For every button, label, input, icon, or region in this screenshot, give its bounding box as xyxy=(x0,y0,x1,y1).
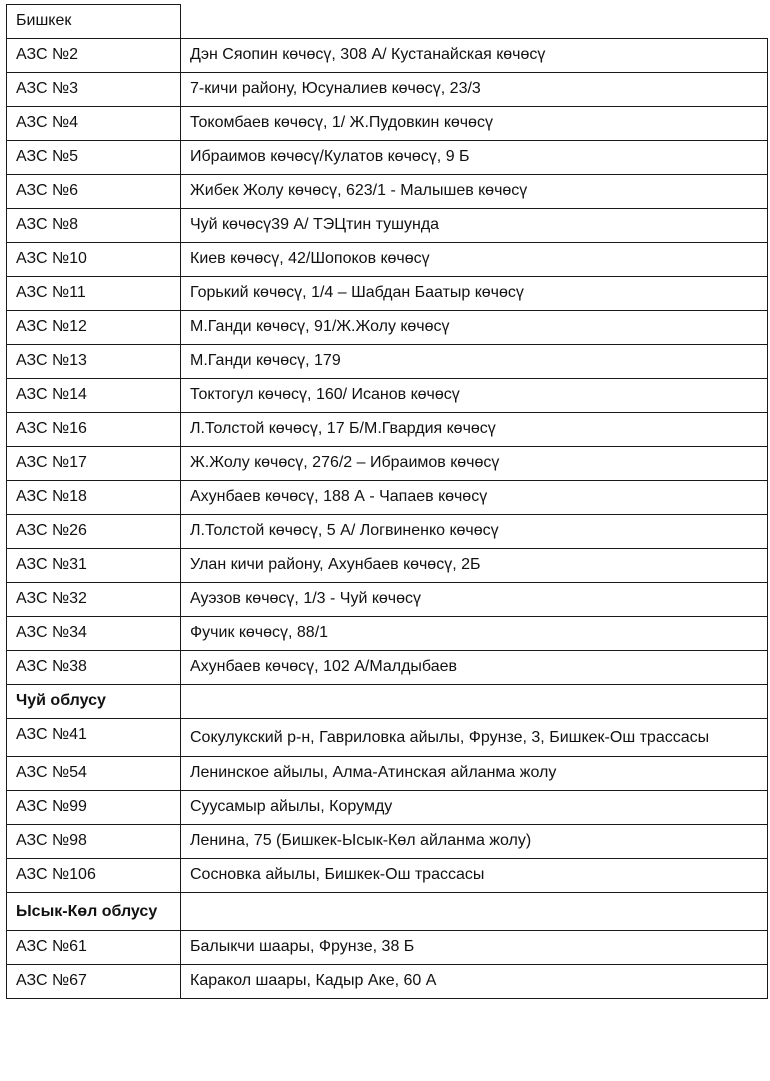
station-address: Ибраимов көчөсү/Кулатов көчөсү, 9 Б xyxy=(181,141,768,175)
station-address: Л.Толстой көчөсү, 5 А/ Логвиненко көчөсү xyxy=(181,515,768,549)
station-name: АЗС №61 xyxy=(7,931,181,965)
table-row xyxy=(7,379,768,413)
region-empty-cell xyxy=(181,893,768,931)
station-address: Ленина, 75 (Бишкек-Ысык-Көл айланма жолу) xyxy=(181,825,768,859)
table-row xyxy=(7,5,768,39)
table-row xyxy=(7,413,768,447)
station-address: Горький көчөсү, 1/4 – Шабдан Баатыр көчөсү xyxy=(181,277,768,311)
table-row xyxy=(7,243,768,277)
station-address: Ахунбаев көчөсү, 188 А - Чапаев көчөсү xyxy=(181,481,768,515)
table-row xyxy=(7,39,768,73)
city-header: Бишкек xyxy=(7,5,181,39)
table-row xyxy=(7,549,768,583)
table-row xyxy=(7,651,768,685)
station-name: АЗС №98 xyxy=(7,825,181,859)
station-address: Ж.Жолу көчөсү, 276/2 – Ибраимов көчөсү xyxy=(181,447,768,481)
table-row xyxy=(7,791,768,825)
station-name: АЗС №2 xyxy=(7,39,181,73)
table-row xyxy=(7,859,768,893)
table-row xyxy=(7,447,768,481)
table-row xyxy=(7,277,768,311)
station-address: Каракол шаары, Кадыр Аке, 60 А xyxy=(181,965,768,999)
station-address: Чуй көчөсү39 А/ ТЭЦтин тушунда xyxy=(181,209,768,243)
station-address: Сосновка айылы, Бишкек-Ош трассасы xyxy=(181,859,768,893)
station-address: Дэн Сяопин көчөсү, 308 А/ Кустанайская көчөсү xyxy=(181,39,768,73)
station-name: АЗС №34 xyxy=(7,617,181,651)
station-name: АЗС №12 xyxy=(7,311,181,345)
station-address: Фучик көчөсү, 88/1 xyxy=(181,617,768,651)
table-row xyxy=(7,583,768,617)
station-name: АЗС №13 xyxy=(7,345,181,379)
region-title: Чуй облусу xyxy=(7,685,181,719)
station-address: Сокулукский р-н, Гавриловка айылы, Фрунзе, 3, Бишкек-Ош трассасы xyxy=(181,719,768,757)
table-row xyxy=(7,311,768,345)
table-row xyxy=(7,209,768,243)
header-empty-cell xyxy=(181,5,768,39)
station-name: АЗС №38 xyxy=(7,651,181,685)
station-name: АЗС №16 xyxy=(7,413,181,447)
table-row xyxy=(7,141,768,175)
table-row xyxy=(7,719,768,757)
station-name: АЗС №106 xyxy=(7,859,181,893)
table-row xyxy=(7,73,768,107)
table-row xyxy=(7,931,768,965)
region-title: Ысык-Көл облусу xyxy=(7,893,181,931)
station-name: АЗС №6 xyxy=(7,175,181,209)
station-name: АЗС №54 xyxy=(7,757,181,791)
table-row xyxy=(7,825,768,859)
station-address: Киев көчөсү, 42/Шопоков көчөсү xyxy=(181,243,768,277)
station-address: Токтогул көчөсү, 160/ Исанов көчөсү xyxy=(181,379,768,413)
table-row xyxy=(7,965,768,999)
station-address: Жибек Жолу көчөсү, 623/1 - Малышев көчөсү xyxy=(181,175,768,209)
station-name: АЗС №99 xyxy=(7,791,181,825)
station-address: М.Ганди көчөсү, 91/Ж.Жолу көчөсү xyxy=(181,311,768,345)
station-address: М.Ганди көчөсү, 179 xyxy=(181,345,768,379)
table-row xyxy=(7,617,768,651)
station-name: АЗС №10 xyxy=(7,243,181,277)
station-name: АЗС №18 xyxy=(7,481,181,515)
station-address: Суусамыр айылы, Корумду xyxy=(181,791,768,825)
table-row xyxy=(7,107,768,141)
station-name: АЗС №17 xyxy=(7,447,181,481)
station-name: АЗС №4 xyxy=(7,107,181,141)
table-row xyxy=(7,757,768,791)
station-name: АЗС №8 xyxy=(7,209,181,243)
station-name: АЗС №3 xyxy=(7,73,181,107)
station-address: Токомбаев көчөсү, 1/ Ж.Пудовкин көчөсү xyxy=(181,107,768,141)
station-address: Ахунбаев көчөсү, 102 А/Малдыбаев xyxy=(181,651,768,685)
station-address: 7-кичи району, Юсуналиев көчөсү, 23/3 xyxy=(181,73,768,107)
gas-station-table xyxy=(6,4,768,999)
table-row xyxy=(7,515,768,549)
region-empty-cell xyxy=(181,685,768,719)
station-address: Улан кичи району, Ахунбаев көчөсү, 2Б xyxy=(181,549,768,583)
table-row xyxy=(7,345,768,379)
station-address: Ауэзов көчөсү, 1/3 - Чуй көчөсү xyxy=(181,583,768,617)
station-address: Л.Толстой көчөсү, 17 Б/М.Гвардия көчөсү xyxy=(181,413,768,447)
table-row xyxy=(7,175,768,209)
station-name: АЗС №31 xyxy=(7,549,181,583)
region-row xyxy=(7,685,768,719)
region-row xyxy=(7,893,768,931)
station-name: АЗС №14 xyxy=(7,379,181,413)
station-name: АЗС №67 xyxy=(7,965,181,999)
station-name: АЗС №26 xyxy=(7,515,181,549)
station-name: АЗС №41 xyxy=(7,719,181,757)
station-address: Ленинское айылы, Алма-Атинская айланма жолу xyxy=(181,757,768,791)
table-row xyxy=(7,481,768,515)
station-name: АЗС №32 xyxy=(7,583,181,617)
station-name: АЗС №11 xyxy=(7,277,181,311)
station-name: АЗС №5 xyxy=(7,141,181,175)
station-address: Балыкчи шаары, Фрунзе, 38 Б xyxy=(181,931,768,965)
